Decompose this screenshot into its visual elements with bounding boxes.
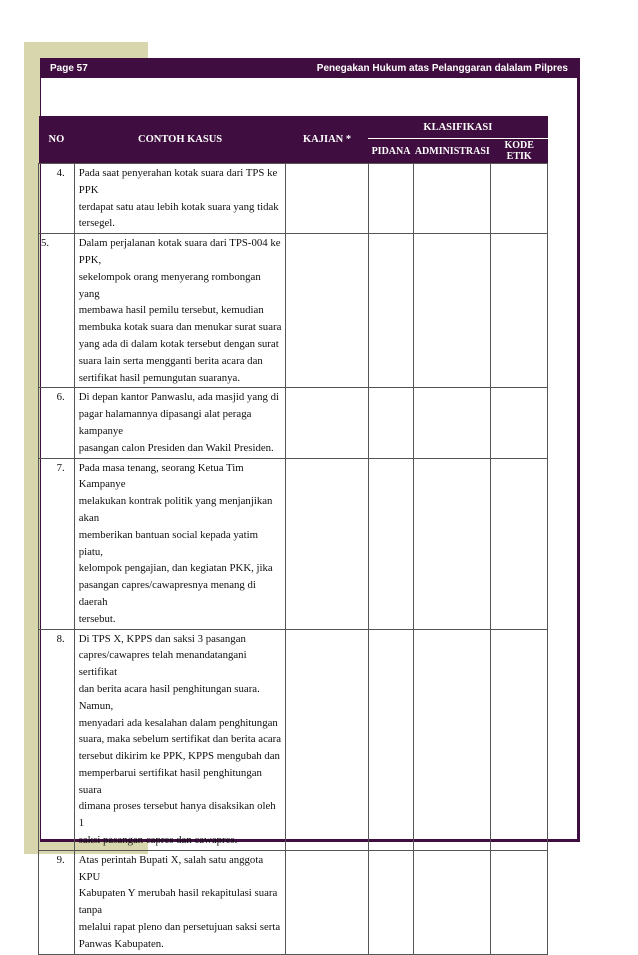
kajian-cell bbox=[286, 388, 368, 458]
kode-etik-cell bbox=[491, 388, 548, 458]
administrasi-cell bbox=[414, 629, 491, 850]
table-row bbox=[39, 458, 548, 629]
administrasi-cell bbox=[414, 388, 491, 458]
row-number: 8. bbox=[39, 629, 75, 850]
header-pidana: PIDANA bbox=[368, 139, 414, 164]
administrasi-cell bbox=[414, 234, 491, 388]
case-text: Di depan kantor Panwaslu, ada masjid yang di pagar halamannya dipasangi alat peraga kampanye pasangan calon Presiden dan Wakil Presiden. bbox=[74, 388, 286, 458]
chapter-title: Penegakan Hukum atas Pelanggaran dalalam Pilpres bbox=[316, 62, 568, 74]
row-number: 7. bbox=[39, 458, 75, 629]
pidana-cell bbox=[368, 234, 414, 388]
header-kajian: KAJIAN * bbox=[286, 116, 368, 164]
pidana-cell bbox=[368, 629, 414, 850]
table-row bbox=[39, 234, 548, 388]
table-row bbox=[39, 164, 548, 234]
pidana-cell bbox=[368, 850, 414, 954]
page-header bbox=[40, 58, 580, 78]
kode-etik-cell bbox=[491, 629, 548, 850]
table-header-row bbox=[39, 116, 548, 139]
kajian-cell bbox=[286, 164, 368, 234]
row-number: 4. bbox=[39, 164, 75, 234]
row-number: 5. bbox=[39, 234, 75, 388]
header-administrasi: ADMINISTRASI bbox=[414, 139, 491, 164]
table-row bbox=[39, 850, 548, 954]
row-number: 9. bbox=[39, 850, 75, 954]
case-classification-table bbox=[38, 116, 548, 955]
header-klasifikasi: KLASIFIKASI bbox=[368, 116, 547, 139]
case-text: Pada saat penyerahan kotak suara dari TPS ke PPK terdapat satu atau lebih kotak suara yang tidak tersegel. bbox=[74, 164, 286, 234]
administrasi-cell bbox=[414, 458, 491, 629]
kajian-cell bbox=[286, 629, 368, 850]
kode-etik-cell bbox=[491, 458, 548, 629]
administrasi-cell bbox=[414, 164, 491, 234]
header-kode-etik: KODE ETIK bbox=[491, 139, 548, 164]
case-text: Di TPS X, KPPS dan saksi 3 pasangan capres/cawapres telah menandatangani sertifikat dan berita acara hasil penghitungan suara. Namun, menyadari ada kesalahan dalam penghitungan suara, maka sebelum sertifikat dan berita acara tersebut dikirim ke PPK, KPPS mengubah dan memperbarui sertifikat hasil penghitungan suara dimana proses tersebut hanya disaksikan oleh 1 saksi pasangan capres dan cawapres. bbox=[74, 629, 286, 850]
kajian-cell bbox=[286, 234, 368, 388]
case-text: Atas perintah Bupati X, salah satu anggota KPU Kabupaten Y merubah hasil rekapitulasi suara tanpa melalui rapat pleno dan persetujuan saksi serta Panwas Kabupaten. bbox=[74, 850, 286, 954]
case-text: Pada masa tenang, seorang Ketua Tim Kampanye melakukan kontrak politik yang menjanjikan akan memberikan bantuan social kepada yatim piatu, kelompok pengajian, dan kegiatan PKK, jika pasangan capres/cawapresnya menang di daerah tersebut. bbox=[74, 458, 286, 629]
table-row bbox=[39, 388, 548, 458]
pidana-cell bbox=[368, 458, 414, 629]
table-row bbox=[39, 629, 548, 850]
kode-etik-cell bbox=[491, 850, 548, 954]
page-number: Page 57 bbox=[50, 62, 88, 74]
row-number: 6. bbox=[39, 388, 75, 458]
kajian-cell bbox=[286, 458, 368, 629]
pidana-cell bbox=[368, 164, 414, 234]
kode-etik-cell bbox=[491, 164, 548, 234]
header-contoh-kasus: CONTOH KASUS bbox=[74, 116, 286, 164]
kode-etik-cell bbox=[491, 234, 548, 388]
header-no: NO bbox=[39, 116, 75, 164]
case-text: Dalam perjalanan kotak suara dari TPS-004 ke PPK, sekelompok orang menyerang rombongan yang membawa hasil pemilu tersebut, kemudian membuka kotak suara dan menukar surat suara yang ada di dalam kotak tersebut dengan surat suara lain serta mengganti berita acara dan sertifikat hasil pemungutan suaranya. bbox=[74, 234, 286, 388]
kajian-cell bbox=[286, 850, 368, 954]
administrasi-cell bbox=[414, 850, 491, 954]
pidana-cell bbox=[368, 388, 414, 458]
